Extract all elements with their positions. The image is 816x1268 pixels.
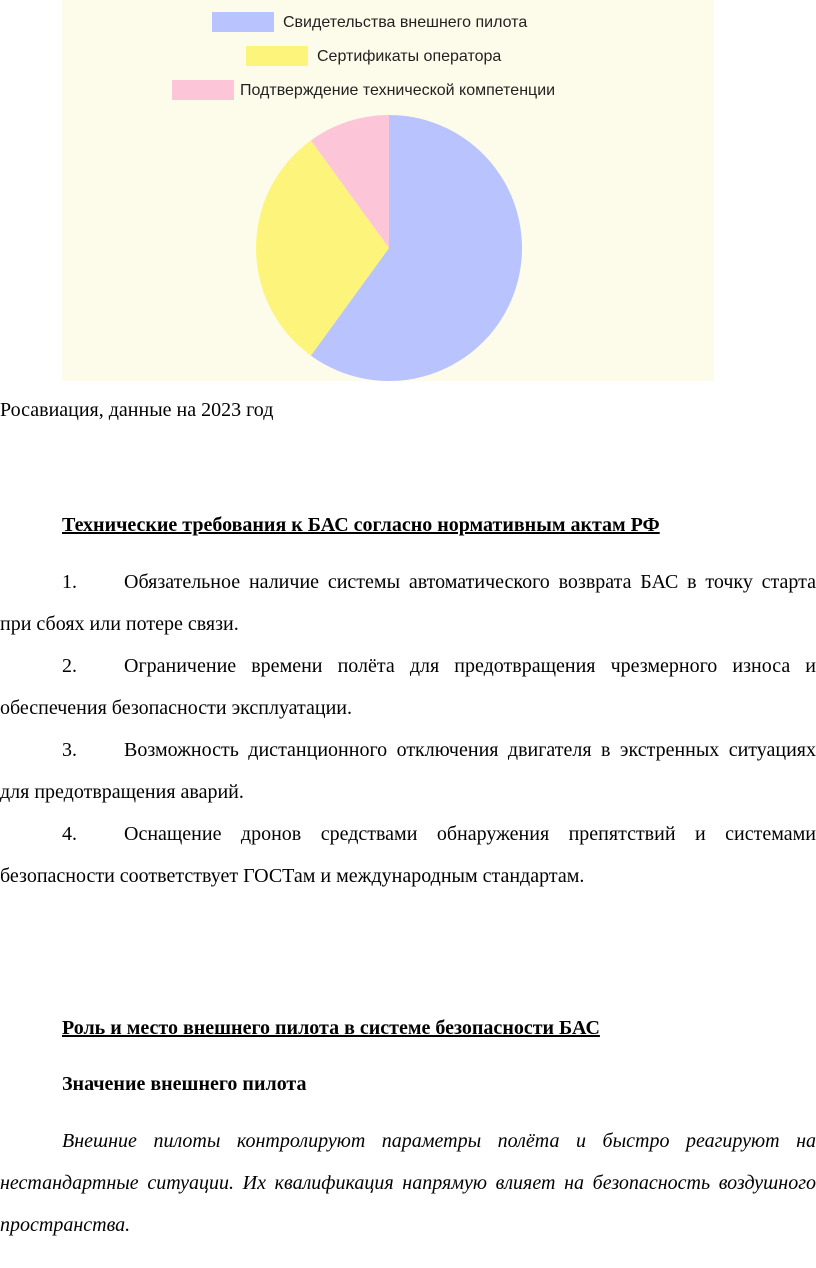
list-item-text: Обязательное наличие системы автоматического возврата БАС в точку старта при сбоях или потере связи. <box>0 571 816 635</box>
list-item-number: 1. <box>62 571 77 593</box>
legend-swatch <box>212 12 274 32</box>
legend-swatch <box>172 80 234 100</box>
section-heading-role: Роль и место внешнего пилота в системе безопасности БАС <box>62 1017 600 1039</box>
legend-label: Подтверждение технической компетенции <box>240 82 556 99</box>
legend-label: Сертификаты оператора <box>317 48 502 65</box>
subheading-pilot-importance: Значение внешнего пилота <box>62 1073 307 1095</box>
requirements-list <box>0 561 816 897</box>
list-item-text: Оснащение дронов средствами обнаружения препятствий и системами безопасности соответствует ГОСТам и международным стандартам. <box>0 823 816 887</box>
pie-chart <box>62 0 714 381</box>
list-item <box>0 645 816 729</box>
section-heading-technical: Технические требования к БАС согласно нормативным актам РФ <box>62 514 660 536</box>
list-item-number: 4. <box>62 823 77 845</box>
list-item <box>0 561 816 645</box>
chart-caption: Росавиация, данные на 2023 год <box>0 399 274 421</box>
list-item-number: 3. <box>62 739 77 761</box>
list-item-number: 2. <box>62 655 77 677</box>
chart-legend <box>172 12 555 100</box>
list-item <box>0 729 816 813</box>
legend-swatch <box>246 46 308 66</box>
list-item-text: Ограничение времени полёта для предотвращения чрезмерного износа и обеспечения безопасности эксплуатации. <box>0 655 816 719</box>
pie-chart-panel <box>62 0 714 381</box>
list-item-text: Возможность дистанционного отключения двигателя в экстренных ситуациях для предотвращения аварий. <box>0 739 816 803</box>
legend-label: Свидетельства внешнего пилота <box>283 14 528 31</box>
list-item <box>0 813 816 897</box>
pilot-role-paragraph: Внешние пилоты контролируют параметры полёта и быстро реагируют на нестандартные ситуации. Их квалификация напрямую влияет на безопасность воздушного пространства. <box>0 1130 816 1236</box>
pie-slices <box>256 115 522 381</box>
